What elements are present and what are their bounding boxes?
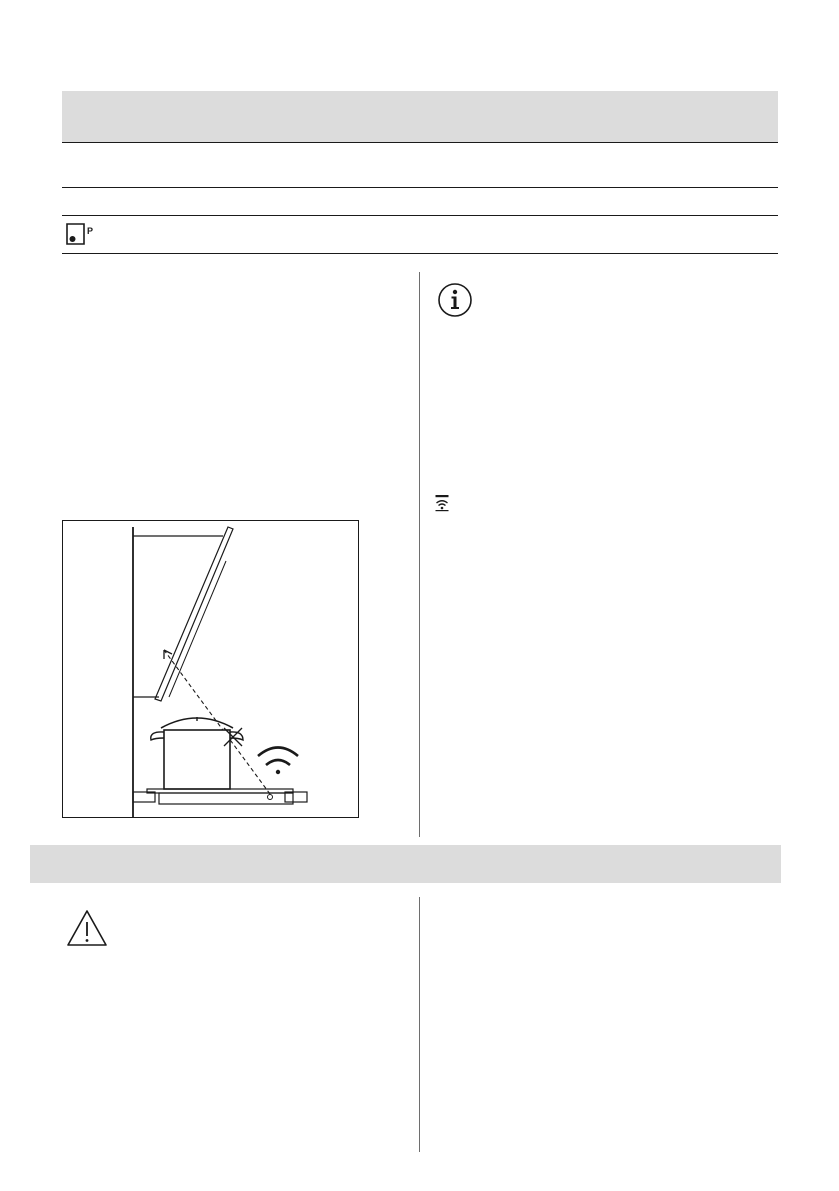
hob-sensor <box>268 795 273 800</box>
table-rule-top <box>62 142 778 143</box>
section-header-band-2 <box>30 845 781 883</box>
warning-triangle-icon <box>65 908 109 948</box>
info-icon <box>437 282 473 318</box>
column-divider-lower <box>419 897 420 1152</box>
wireless-wave-inner <box>266 760 290 765</box>
pot-with-p-icon <box>64 221 96 247</box>
table-rule-row <box>62 215 778 216</box>
hob-body <box>159 793 293 804</box>
column-divider-upper <box>419 272 420 837</box>
hood-hob-illustration <box>62 520 359 818</box>
wireless-wave-outer <box>258 748 298 757</box>
wireless-dot <box>276 770 280 774</box>
pot-body <box>164 730 230 789</box>
pot-handle-left <box>151 732 164 740</box>
section-header-band <box>62 91 778 143</box>
hood-wireless-icon <box>433 494 451 512</box>
table-rule-bottom <box>62 253 778 254</box>
hood-inner-line <box>169 561 226 697</box>
svg-text:P: P <box>87 226 94 236</box>
hood-glass-panel <box>155 527 233 701</box>
table-rule-middle <box>62 187 778 188</box>
